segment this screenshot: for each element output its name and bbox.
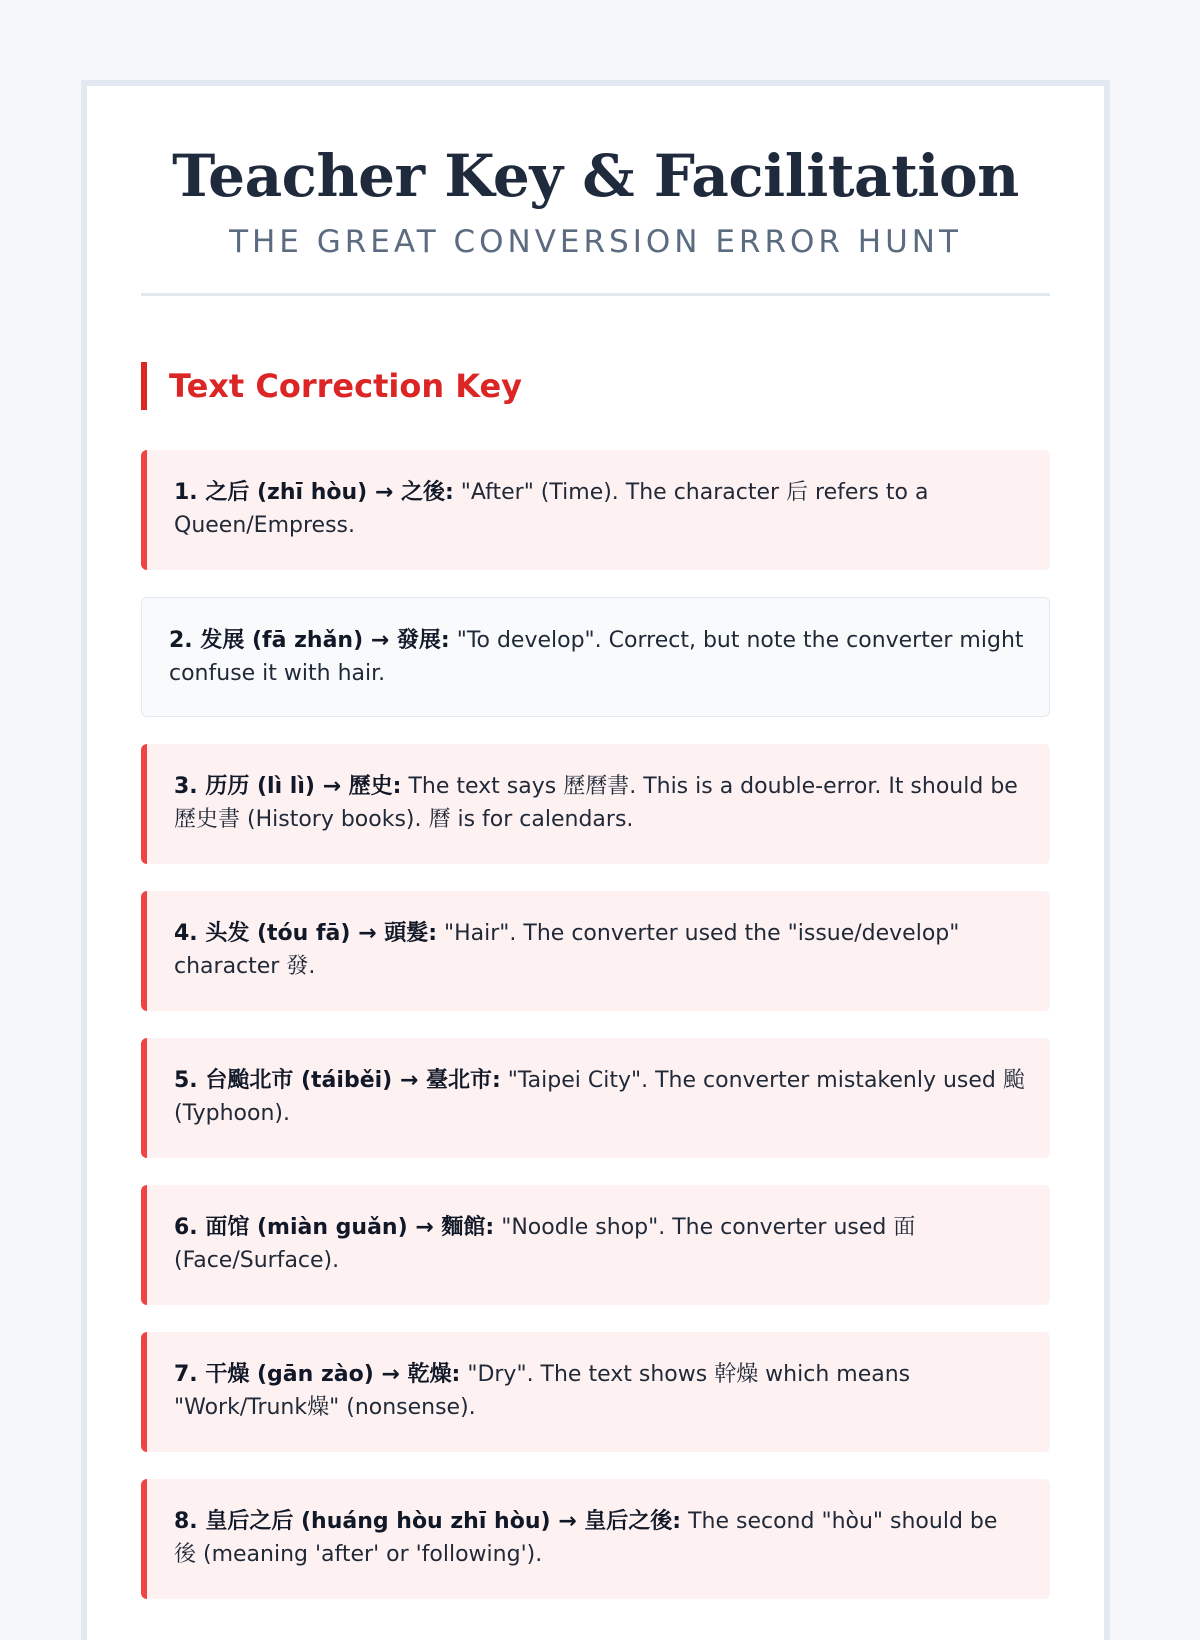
- correction-term: 6. 面馆 (miàn guǎn) → 麵館:: [174, 1215, 495, 1240]
- correction-explanation: "Hair". The converter used the "issue/develop" character 發.: [174, 921, 960, 979]
- page-subtitle: THE GREAT CONVERSION ERROR HUNT: [229, 224, 962, 260]
- answer-key-sheet: [81, 80, 1110, 1640]
- correction-term: 8. 皇后之后 (huáng hòu zhī hòu) → 皇后之後:: [174, 1509, 682, 1534]
- section-heading: Text Correction Key: [141, 362, 1050, 410]
- correction-item: [141, 1479, 1050, 1599]
- header-divider: [141, 293, 1050, 296]
- correction-term: 2. 发展 (fā zhǎn) → 發展:: [169, 628, 450, 653]
- correction-term: 4. 头发 (tóu fā) → 頭髮:: [174, 921, 438, 946]
- correction-explanation: "After" (Time). The character 后 refers to a Queen/Empress.: [174, 480, 929, 538]
- correction-item: [141, 450, 1050, 570]
- correction-explanation: "Dry". The text shows 幹燥 which means "Work/Trunk燥" (nonsense).: [174, 1362, 911, 1420]
- correction-item: [141, 1185, 1050, 1305]
- correction-explanation: The text says 歷曆書. This is a double-error. It should be 歷史書 (History books). 曆 is for calendars.: [174, 774, 1018, 832]
- correction-item: [141, 891, 1050, 1011]
- correction-explanation: "To develop". Correct, but note the converter might confuse it with hair.: [169, 628, 1024, 686]
- correction-item: [141, 597, 1050, 717]
- correction-item: [141, 1332, 1050, 1452]
- correction-term: 5. 台颱北市 (táiběi) → 臺北市:: [174, 1068, 501, 1093]
- correction-explanation: "Taipei City". The converter mistakenly used 颱 (Typhoon).: [174, 1068, 1025, 1126]
- correction-explanation: The second "hòu" should be 後 (meaning 'after' or 'following').: [174, 1509, 998, 1567]
- correction-item: [141, 1038, 1050, 1158]
- correction-explanation: "Noodle shop". The converter used 面 (Face/Surface).: [174, 1215, 916, 1273]
- correction-term: 7. 干燥 (gān zào) → 乾燥:: [174, 1362, 461, 1387]
- page-title: Teacher Key & Facilitation: [172, 142, 1019, 210]
- correction-item: [141, 744, 1050, 864]
- correction-term: 3. 历历 (lì lì) → 歷史:: [174, 774, 402, 799]
- correction-list: [141, 450, 1050, 1599]
- correction-term: 1. 之后 (zhī hòu) → 之後:: [174, 480, 454, 505]
